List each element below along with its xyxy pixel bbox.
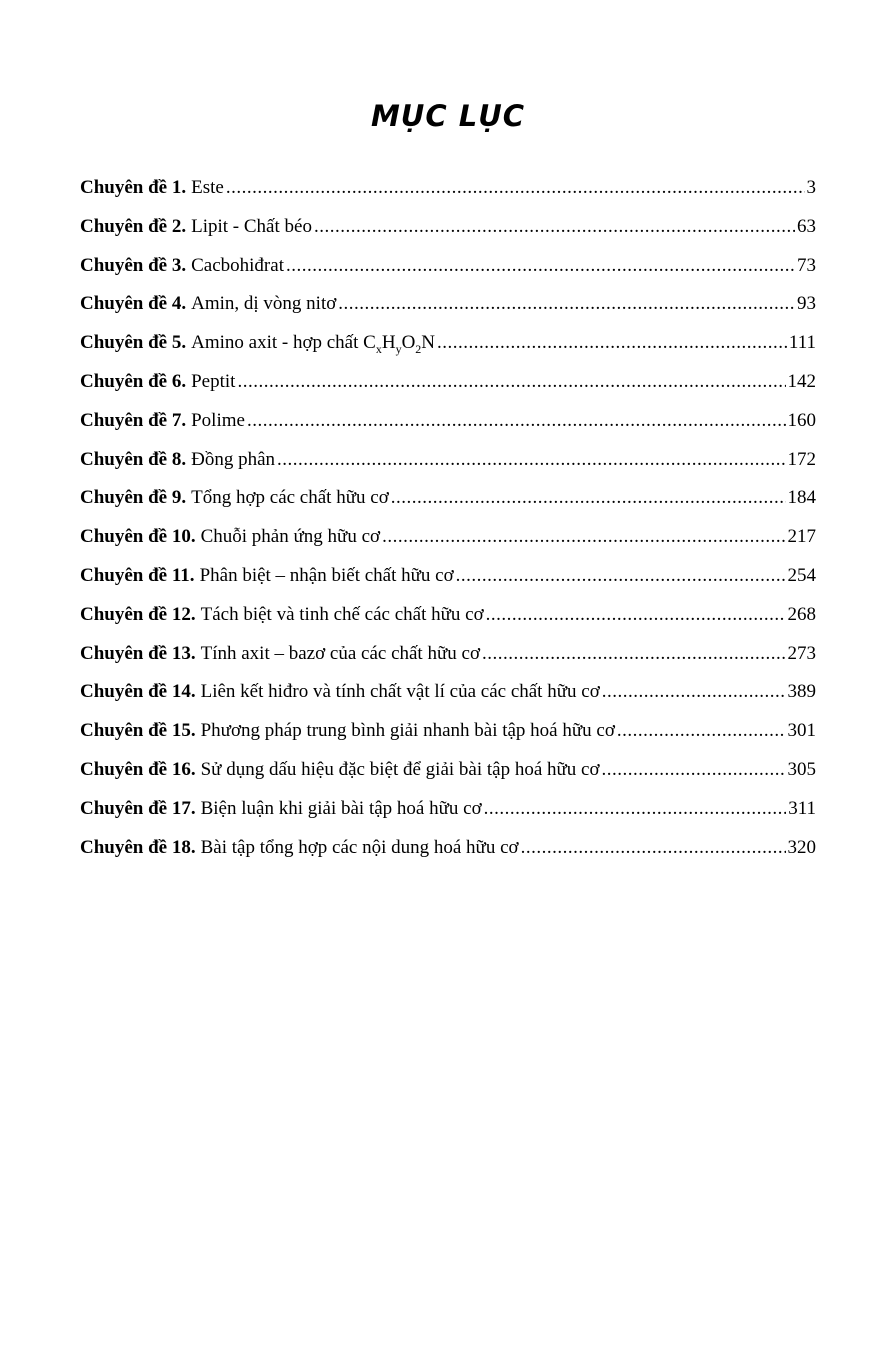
toc-entry <box>80 169 816 208</box>
dot-leader <box>482 635 786 674</box>
toc-entry-topic: Cacbohiđrat <box>191 254 284 276</box>
toc-entry <box>80 557 816 596</box>
dot-leader <box>602 673 786 712</box>
toc-entry-number: Chuyên đề 15. <box>80 720 196 742</box>
toc-entry <box>80 635 816 674</box>
toc-entry-topic: Tổng hợp các chất hữu cơ <box>191 487 389 509</box>
toc-entry-topic: Liên kết hiđro và tính chất vật lí của các chất hữu cơ <box>200 681 600 703</box>
toc-entry-topic: Chuỗi phản ứng hữu cơ <box>200 526 381 548</box>
toc-entry-topic: Sử dụng dấu hiệu đặc biệt để giải bài tập hoá hữu cơ <box>200 758 600 780</box>
toc-entry-number: Chuyên đề 18. <box>80 836 196 858</box>
toc-entry <box>80 712 816 751</box>
toc-entry <box>80 285 816 324</box>
toc-entry <box>80 790 816 829</box>
toc-entry-topic: Peptit <box>191 370 236 392</box>
toc-entry <box>80 673 816 712</box>
toc-entry-number: Chuyên đề 1. <box>80 177 187 198</box>
dot-leader <box>314 208 795 247</box>
toc-entry-page: 217 <box>787 526 816 548</box>
toc-entry <box>80 479 816 518</box>
toc-entry-number: Chuyên đề 4. <box>80 293 187 315</box>
dot-leader <box>456 557 786 596</box>
dot-leader <box>486 596 786 635</box>
toc-entry-page: 111 <box>788 332 816 354</box>
toc-entry-page: 273 <box>787 642 816 664</box>
toc-entry <box>80 751 816 790</box>
toc-entry-number: Chuyên đề 17. <box>80 797 196 819</box>
toc-entry-page: 63 <box>797 215 816 237</box>
toc-entry-page: 3 <box>806 177 816 198</box>
toc-entry-topic: Bài tập tổng hợp các nội dung hoá hữu cơ <box>200 836 519 858</box>
toc-entry-page: 184 <box>787 487 816 509</box>
dot-leader <box>521 829 786 868</box>
toc-entry-page: 172 <box>787 448 816 470</box>
toc-entry <box>80 829 816 868</box>
toc-entry-topic <box>191 324 435 363</box>
toc-list <box>80 169 816 867</box>
toc-entry-number: Chuyên đề 3. <box>80 254 187 276</box>
toc-entry-page: 389 <box>787 681 816 703</box>
toc-entry-page: 301 <box>787 720 816 742</box>
toc-entry-page: 268 <box>787 603 816 625</box>
toc-entry-page: 254 <box>787 564 816 586</box>
toc-entry-topic: Polime <box>191 409 245 431</box>
formula-element: N <box>421 332 436 354</box>
toc-entry-number: Chuyên đề 5. <box>80 332 187 354</box>
dot-leader <box>437 324 787 363</box>
dot-leader <box>484 790 787 829</box>
dot-leader <box>602 751 786 790</box>
toc-entry-page: 73 <box>797 254 816 276</box>
dot-leader <box>237 363 785 402</box>
toc-entry-number: Chuyên đề 16. <box>80 758 196 780</box>
dot-leader <box>247 402 786 441</box>
formula-subscript: 2 <box>415 341 422 356</box>
dot-leader <box>338 285 795 324</box>
toc-entry-topic-text: Amino axit - hợp chất C <box>191 332 376 354</box>
dot-leader <box>391 479 786 518</box>
toc-entry-number: Chuyên đề 9. <box>80 487 187 509</box>
toc-title: MỤC LỤC <box>370 99 526 133</box>
toc-entry-topic: Đồng phân <box>191 448 276 470</box>
toc-entry-topic: Este <box>191 177 224 198</box>
toc-entry-number: Chuyên đề 7. <box>80 409 187 431</box>
toc-entry-topic: Amin, dị vòng nitơ <box>191 293 337 315</box>
toc-entry-number: Chuyên đề 12. <box>80 603 196 625</box>
toc-entry-page: 142 <box>787 370 816 392</box>
toc-entry <box>80 324 816 363</box>
dot-leader <box>382 518 785 557</box>
dot-leader <box>277 441 785 480</box>
toc-entry <box>80 596 816 635</box>
toc-entry-topic: Lipit - Chất béo <box>191 215 312 237</box>
toc-entry-page: 160 <box>787 409 816 431</box>
toc-entry-page: 305 <box>787 758 816 780</box>
formula-element: H <box>381 332 396 354</box>
toc-entry-number: Chuyên đề 10. <box>80 526 196 548</box>
toc-entry-number: Chuyên đề 14. <box>80 681 196 703</box>
toc-entry-page: 311 <box>788 797 816 819</box>
toc-entry <box>80 402 816 441</box>
toc-entry-topic: Phương pháp trung bình giải nhanh bài tập hoá hữu cơ <box>200 720 615 742</box>
toc-entry <box>80 518 816 557</box>
toc-entry-number: Chuyên đề 11. <box>80 564 195 586</box>
toc-entry <box>80 363 816 402</box>
toc-entry-number: Chuyên đề 8. <box>80 448 187 470</box>
toc-entry-number: Chuyên đề 2. <box>80 215 187 237</box>
toc-entry-topic: Biện luận khi giải bài tập hoá hữu cơ <box>200 797 482 819</box>
toc-entry-number: Chuyên đề 6. <box>80 370 187 392</box>
formula-element: O <box>401 332 416 354</box>
formula-subscript: x <box>375 341 382 356</box>
toc-entry-page: 93 <box>797 293 816 315</box>
dot-leader <box>617 712 786 751</box>
toc-entry <box>80 441 816 480</box>
toc-entry-topic: Tính axit – bazơ của các chất hữu cơ <box>200 642 480 664</box>
toc-entry-page: 320 <box>787 836 816 858</box>
dot-leader <box>286 247 795 286</box>
dot-leader <box>226 169 805 208</box>
toc-entry <box>80 247 816 286</box>
toc-entry-topic: Phân biệt – nhận biết chất hữu cơ <box>199 564 454 586</box>
toc-entry <box>80 208 816 247</box>
toc-entry-topic: Tách biệt và tinh chế các chất hữu cơ <box>200 603 484 625</box>
toc-entry-number: Chuyên đề 13. <box>80 642 196 664</box>
formula-subscript: y <box>395 341 402 356</box>
